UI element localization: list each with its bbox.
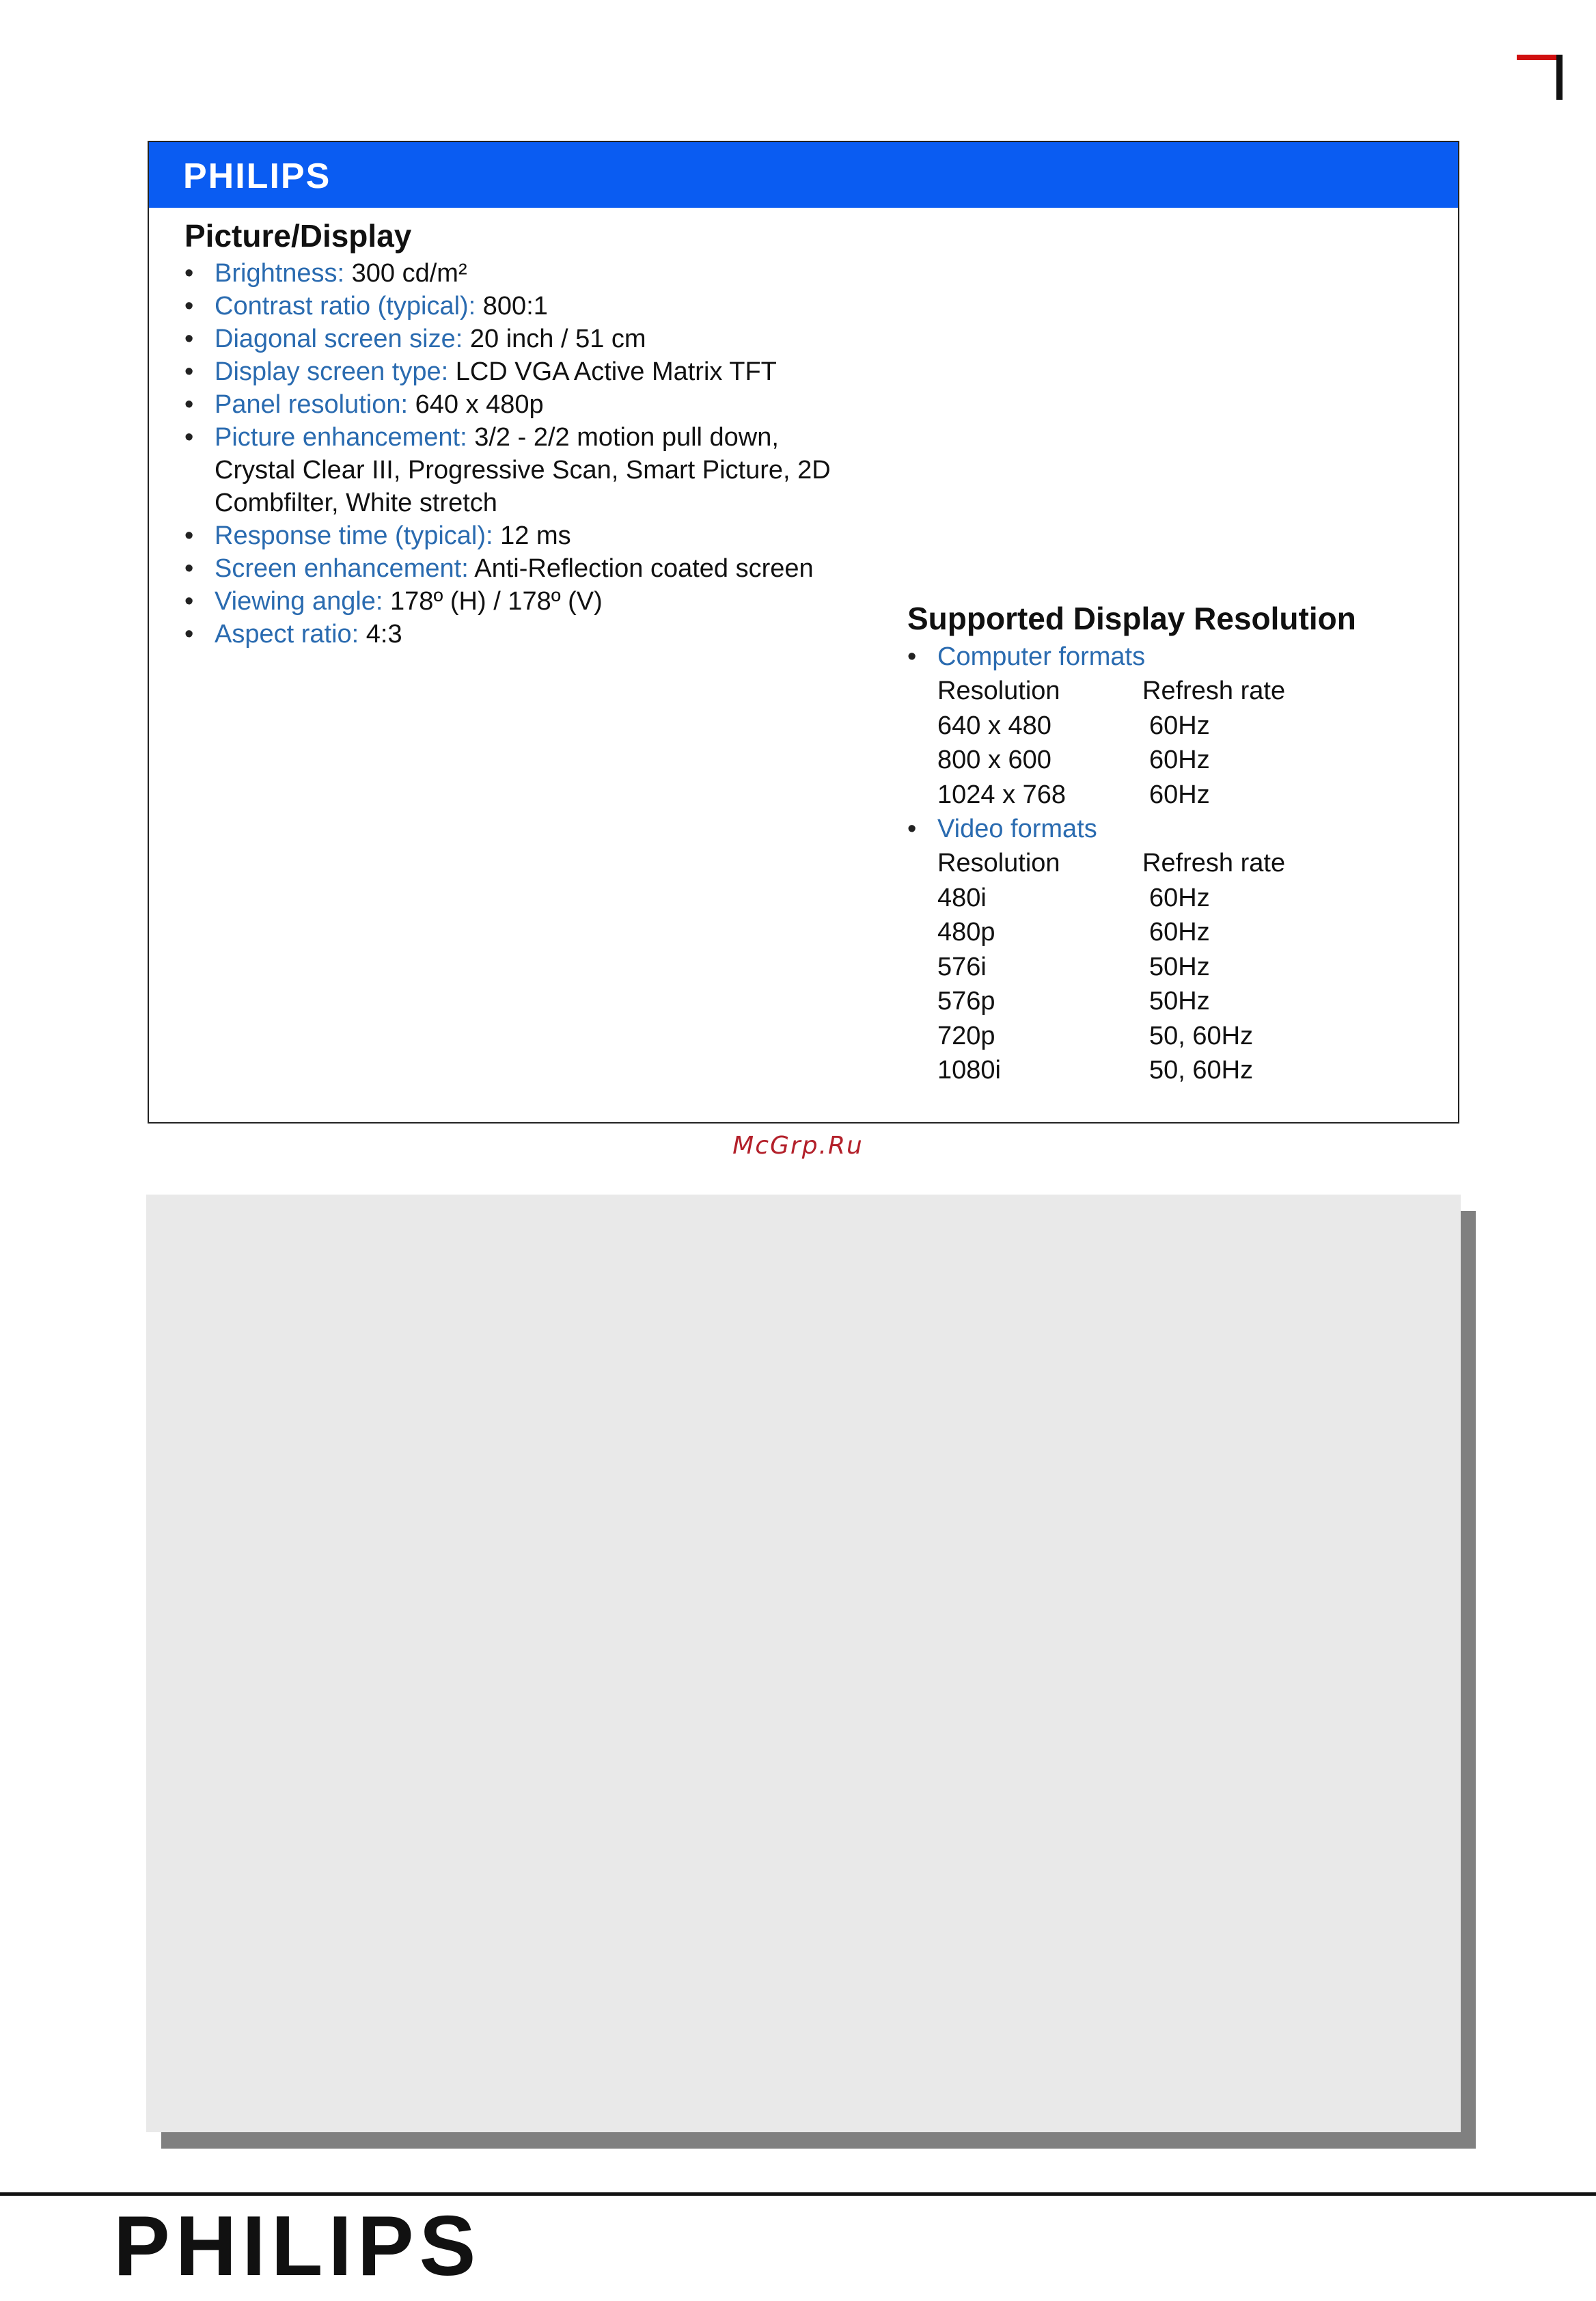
spec-value: 178º (H) / 178º (V) [383, 587, 603, 616]
spec-item [184, 618, 840, 651]
spec-label: Aspect ratio: [215, 620, 359, 649]
table-header-row [937, 846, 1285, 881]
spec-value: LCD VGA Active Matrix TFT [448, 357, 777, 386]
spec-item [184, 552, 840, 585]
refresh-cell: 50, 60Hz [1149, 1021, 1254, 1050]
bullet-icon: • [184, 357, 194, 386]
bullet-icon: • [184, 390, 194, 419]
table-row [937, 915, 1285, 950]
bullet-icon: • [184, 620, 194, 649]
spec-value: Anti-Reflection coated screen [468, 554, 814, 583]
spec-value: 4:3 [359, 620, 402, 649]
video-formats-heading [907, 812, 1427, 846]
table-header-row [937, 674, 1285, 709]
computer-formats-table [937, 674, 1285, 812]
bullet-icon: • [907, 815, 917, 843]
refresh-cell: 50Hz [1149, 952, 1210, 981]
spec-label: Viewing angle: [215, 587, 383, 616]
spec-label: Picture enhancement: [215, 423, 467, 452]
bullet-icon: • [184, 259, 194, 288]
spec-sheet-box [148, 141, 1459, 1124]
section-title-picture-display: Picture/Display [184, 218, 412, 254]
refresh-cell: 60Hz [1149, 918, 1210, 947]
spec-item [184, 355, 840, 388]
spec-label: Panel resolution: [215, 390, 409, 419]
col-header-refresh: Refresh rate [1142, 849, 1286, 877]
supported-resolution-section [907, 599, 1427, 1088]
spec-label: Response time (typical): [215, 521, 493, 550]
corner-crop-mark [1517, 55, 1565, 103]
footer-brand-logo: PHILIPS [113, 2199, 482, 2293]
col-header-resolution: Resolution [937, 849, 1060, 877]
spec-value: 20 inch / 51 cm [463, 325, 646, 353]
empty-gray-panel [146, 1195, 1461, 2132]
table-row [937, 984, 1285, 1019]
refresh-cell: 60Hz [1149, 711, 1210, 740]
resolution-cell: 640 x 480 [937, 711, 1051, 740]
bullet-icon: • [184, 554, 194, 583]
spec-item [184, 290, 840, 323]
spec-item [184, 519, 840, 552]
resolution-cell: 480p [937, 918, 995, 947]
resolution-cell: 1024 x 768 [937, 780, 1067, 809]
spec-item [184, 388, 840, 421]
spec-value: 800:1 [476, 292, 548, 321]
bullet-icon: • [184, 423, 194, 452]
refresh-cell: 60Hz [1149, 883, 1210, 912]
bullet-icon: • [184, 521, 194, 550]
computer-formats-label: Computer formats [937, 642, 1146, 671]
bullet-icon: • [184, 587, 194, 616]
footer-divider [0, 2192, 1596, 2196]
section-title-supported-resolution: Supported Display Resolution [907, 601, 1356, 636]
resolution-cell: 480i [937, 883, 987, 912]
bullet-icon: • [184, 292, 194, 321]
table-row [937, 1053, 1285, 1088]
table-row [937, 709, 1285, 744]
video-formats-label: Video formats [937, 815, 1097, 843]
resolution-cell: 800 x 600 [937, 746, 1051, 774]
brand-logo: PHILIPS [183, 156, 331, 196]
spec-value: 12 ms [493, 521, 571, 550]
picture-display-list [184, 257, 840, 651]
spec-label: Diagonal screen size: [215, 325, 463, 353]
spec-item [184, 257, 840, 290]
spec-label: Display screen type: [215, 357, 449, 386]
spec-value: 640 x 480p [408, 390, 544, 419]
spec-value: 3/2 - 2/2 motion pull down, Crystal Clear III, Progressive Scan, Smart Picture, 2D Combfilter, White stretch [215, 423, 831, 517]
table-row [937, 881, 1285, 916]
spec-label: Brightness: [215, 259, 345, 288]
refresh-cell: 60Hz [1149, 780, 1210, 809]
crop-mark-vertical [1556, 55, 1563, 100]
col-header-refresh: Refresh rate [1142, 677, 1286, 705]
video-formats-table [937, 846, 1285, 1088]
refresh-cell: 50, 60Hz [1149, 1056, 1254, 1085]
resolution-cell: 576i [937, 952, 987, 981]
spec-item [184, 323, 840, 355]
refresh-cell: 50Hz [1149, 987, 1210, 1016]
col-header-resolution: Resolution [937, 677, 1060, 705]
spec-label: Screen enhancement: [215, 554, 469, 583]
computer-formats-heading [907, 640, 1427, 674]
table-row [937, 950, 1285, 985]
spec-item [184, 421, 840, 519]
table-row [937, 778, 1285, 813]
resolution-cell: 576p [937, 987, 995, 1016]
brand-header-bar [149, 142, 1458, 208]
spec-label: Contrast ratio (typical): [215, 292, 476, 321]
crop-mark-horizontal [1517, 55, 1559, 60]
refresh-cell: 60Hz [1149, 746, 1210, 774]
table-row [937, 743, 1285, 778]
watermark-text: McGrp.Ru [732, 1132, 864, 1160]
resolution-cell: 720p [937, 1021, 995, 1050]
resolution-cell: 1080i [937, 1056, 1001, 1085]
spec-value: 300 cd/m² [344, 259, 467, 288]
bullet-icon: • [907, 642, 917, 671]
picture-display-section [184, 216, 840, 651]
bullet-icon: • [184, 325, 194, 353]
table-row [937, 1019, 1285, 1054]
spec-item [184, 585, 840, 618]
